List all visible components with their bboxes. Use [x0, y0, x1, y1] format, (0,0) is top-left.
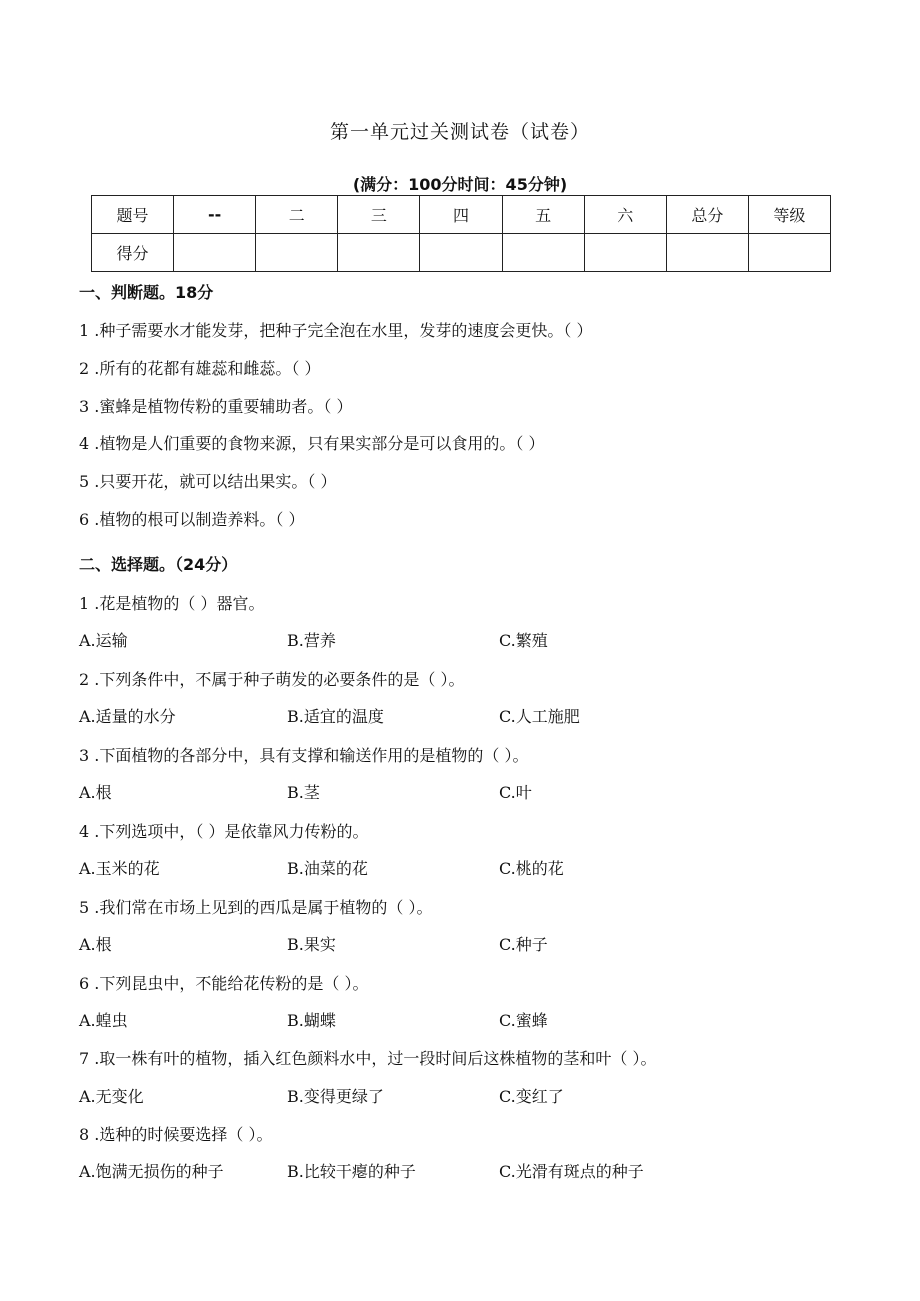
mc-option-a[interactable]: A.饱满无损伤的种子 [79, 1162, 224, 1181]
mc-question-stem: 2 .下列条件中，不属于种子萌发的必要条件的是（ ）。 [79, 670, 465, 689]
score-table-header-row [92, 196, 831, 234]
tf-question: 1 .种子需要水才能发芽，把种子完全泡在水里，发芽的速度会更快。（ ） [79, 321, 593, 340]
score-cell[interactable] [666, 234, 748, 272]
mc-option-c[interactable]: C.光滑有斑点的种子 [499, 1162, 644, 1181]
mc-question-stem: 3 .下面植物的各部分中，具有支撑和输送作用的是植物的（ ）。 [79, 746, 529, 765]
score-table-score-row [92, 234, 831, 272]
mc-option-a[interactable]: A.玉米的花 [79, 859, 160, 878]
score-header-cell: -- [174, 196, 256, 234]
tf-question: 2 .所有的花都有雄蕊和雌蕊。（ ） [79, 359, 321, 378]
section-heading-multiple-choice: 二、选择题。（24分） [79, 555, 238, 574]
mc-option-c[interactable]: C.变红了 [499, 1087, 564, 1106]
mc-option-a[interactable]: A.根 [79, 935, 112, 954]
score-cell[interactable] [420, 234, 502, 272]
mc-option-a[interactable]: A.蝗虫 [79, 1011, 128, 1030]
mc-option-c[interactable]: C.叶 [499, 783, 532, 802]
score-header-cell: 题号 [92, 196, 174, 234]
mc-question-stem: 8 .选种的时候要选择（ ）。 [79, 1125, 273, 1144]
mc-option-b[interactable]: B.茎 [287, 783, 320, 802]
tf-question: 5 .只要开花，就可以结出果实。（ ） [79, 472, 337, 491]
mc-option-b[interactable]: B.比较干瘪的种子 [287, 1162, 416, 1181]
mc-option-c[interactable]: C.繁殖 [499, 631, 548, 650]
score-row-label: 得分 [92, 234, 174, 272]
tf-question: 3 .蜜蜂是植物传粉的重要辅助者。（ ） [79, 397, 353, 416]
mc-option-a[interactable]: A.根 [79, 783, 112, 802]
exam-subtitle: (满分：100分时间：45分钟) [352, 175, 568, 194]
mc-option-c[interactable]: C.种子 [499, 935, 548, 954]
mc-option-a[interactable]: A.无变化 [79, 1087, 144, 1106]
score-table [91, 195, 831, 272]
mc-question-stem: 4 .下列选项中，（ ）是依靠风力传粉的。 [79, 822, 369, 841]
score-header-cell: 二 [256, 196, 338, 234]
mc-question-stem: 7 .取一株有叶的植物，插入红色颜料水中，过一段时间后这株植物的茎和叶（ ）。 [79, 1049, 657, 1068]
score-cell[interactable] [748, 234, 830, 272]
score-header-cell: 等级 [748, 196, 830, 234]
mc-option-c[interactable]: C.人工施肥 [499, 707, 580, 726]
score-cell[interactable] [584, 234, 666, 272]
score-header-cell: 三 [338, 196, 420, 234]
mc-question-stem: 1 .花是植物的（ ）器官。 [79, 594, 265, 613]
mc-option-b[interactable]: B.变得更绿了 [287, 1087, 384, 1106]
mc-option-c[interactable]: C.桃的花 [499, 859, 564, 878]
mc-option-b[interactable]: B.油菜的花 [287, 859, 368, 878]
mc-option-c[interactable]: C.蜜蜂 [499, 1011, 548, 1030]
mc-option-b[interactable]: B.果实 [287, 935, 336, 954]
mc-option-a[interactable]: A.运输 [79, 631, 128, 650]
mc-option-a[interactable]: A.适量的水分 [79, 707, 176, 726]
score-header-cell: 总分 [666, 196, 748, 234]
mc-option-b[interactable]: B.蝴蝶 [287, 1011, 336, 1030]
score-header-cell: 六 [584, 196, 666, 234]
exam-title: 第一单元过关测试卷（试卷） [329, 121, 590, 143]
mc-option-b[interactable]: B.营养 [287, 631, 336, 650]
score-cell[interactable] [502, 234, 584, 272]
mc-option-b[interactable]: B.适宜的温度 [287, 707, 384, 726]
score-header-cell: 四 [420, 196, 502, 234]
mc-question-stem: 6 .下列昆虫中，不能给花传粉的是（ ）。 [79, 974, 369, 993]
score-cell[interactable] [256, 234, 338, 272]
section-heading-true-false: 一、判断题。18分 [79, 283, 214, 302]
tf-question: 6 .植物的根可以制造养料。（ ） [79, 510, 305, 529]
tf-question: 4 .植物是人们重要的食物来源，只有果实部分是可以食用的。（ ） [79, 434, 545, 453]
score-cell[interactable] [174, 234, 256, 272]
score-cell[interactable] [338, 234, 420, 272]
score-header-cell: 五 [502, 196, 584, 234]
mc-question-stem: 5 .我们常在市场上见到的西瓜是属于植物的（ ）。 [79, 898, 433, 917]
